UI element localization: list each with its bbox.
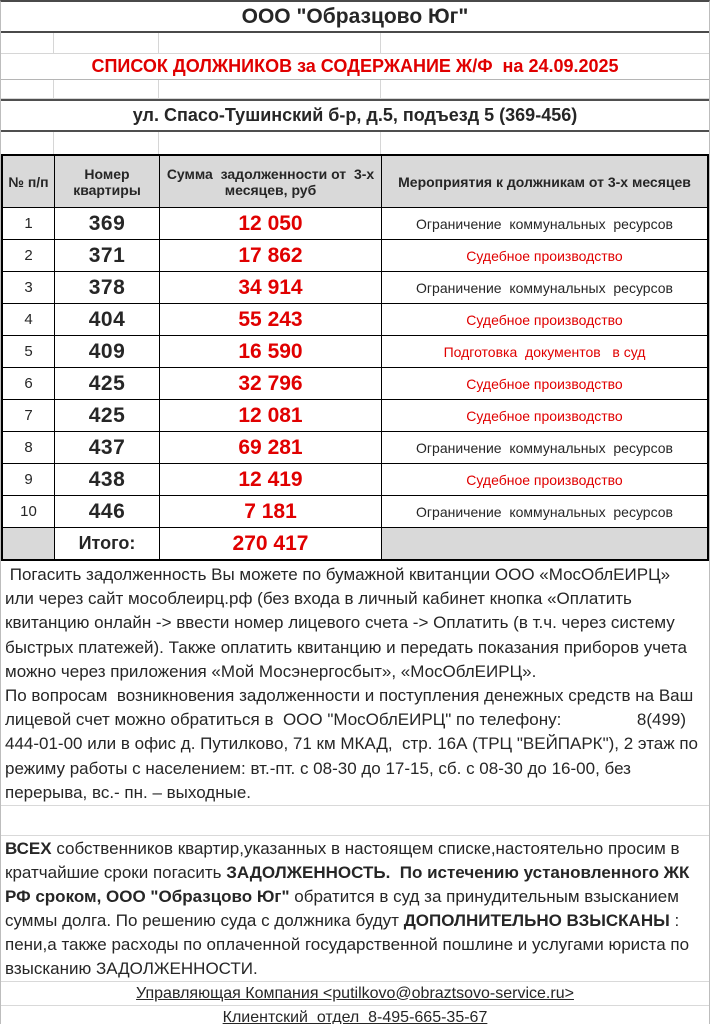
table-row bbox=[3, 304, 707, 336]
row-index-cell: 7 bbox=[3, 400, 55, 432]
grid-spacer-row bbox=[1, 132, 709, 154]
apartment-cell: 404 bbox=[55, 304, 160, 336]
amount-cell: 16 590 bbox=[160, 336, 382, 368]
action-cell: Судебное производство bbox=[382, 240, 707, 272]
table-row bbox=[3, 336, 707, 368]
building-address-text: ул. Спасо-Тушинский б-р, д.5, подъезд 5 (369-456) bbox=[132, 105, 578, 125]
total-empty-cell bbox=[382, 528, 707, 559]
total-amount-cell: 270 417 bbox=[160, 528, 382, 559]
table-row bbox=[3, 368, 707, 400]
row-index-cell: 2 bbox=[3, 240, 55, 272]
payment-info-block bbox=[1, 561, 709, 805]
management-company-line bbox=[1, 981, 709, 1005]
row-index-cell: 9 bbox=[3, 464, 55, 496]
row-index-cell: 8 bbox=[3, 432, 55, 464]
table-header-row bbox=[3, 156, 707, 208]
table-row bbox=[3, 240, 707, 272]
apartment-cell: 438 bbox=[55, 464, 160, 496]
total-label-cell: Итого: bbox=[55, 528, 160, 559]
amount-cell: 34 914 bbox=[160, 272, 382, 304]
table-total-row bbox=[3, 528, 707, 559]
apartment-cell: 437 bbox=[55, 432, 160, 464]
amount-cell: 55 243 bbox=[160, 304, 382, 336]
apartment-cell: 425 bbox=[55, 400, 160, 432]
amount-cell: 32 796 bbox=[160, 368, 382, 400]
table-row bbox=[3, 432, 707, 464]
row-index-cell: 3 bbox=[3, 272, 55, 304]
action-cell: Ограничение коммунальных ресурсов bbox=[382, 272, 707, 304]
action-cell: Ограничение коммунальных ресурсов bbox=[382, 432, 707, 464]
row-index-cell: 5 bbox=[3, 336, 55, 368]
action-cell: Ограничение коммунальных ресурсов bbox=[382, 496, 707, 528]
apartment-cell: 378 bbox=[55, 272, 160, 304]
action-cell: Подготовка документов в суд bbox=[382, 336, 707, 368]
row-index-cell: 1 bbox=[3, 208, 55, 240]
contact-info-paragraph: По вопросам возникновения задолженности и поступления денежных средств на Ваш лицевой счет можно обратиться в ООО "МосОблЕИРЦ" по телефону: 8(499) 444-01-00 или в офис д. Путилково, 71 км МКАД, стр. 16А (ТРЦ "ВЕЙПАРК"), 2 этаж по режиму работы с населением: вт.-пт. с 08-30 до 17-15, сб. с 08-30 до 16-00, без перерыва, вс.- пн. – выходные. bbox=[5, 686, 703, 802]
apartment-cell: 425 bbox=[55, 368, 160, 400]
amount-cell: 17 862 bbox=[160, 240, 382, 272]
table-row bbox=[3, 400, 707, 432]
header-cell-amount: Сумма задолженности от 3-х месяцев, руб bbox=[160, 156, 382, 208]
payment-instructions-paragraph: Погасить задолженность Вы можете по бумажной квитанции ООО «МосОблЕИРЦ» или через сайт мособлеирц.рф (без входа в личный кабинет кнопка «Оплатить квитанцию онлайн -> ввести номер лицевого счета -> Оплатить (в т.ч. через систему быстрых платежей). Также оплатить квитанцию и передать показания приборов учета можно через приложения «Мой Мосэнергосбыт», «МосОблЕИРЦ». bbox=[5, 565, 692, 681]
header-cell-actions: Мероприятия к должникам от 3-х месяцев bbox=[382, 156, 707, 208]
table-row bbox=[3, 272, 707, 304]
amount-cell: 12 419 bbox=[160, 464, 382, 496]
table-row bbox=[3, 464, 707, 496]
amount-cell: 12 081 bbox=[160, 400, 382, 432]
company-title bbox=[1, 2, 709, 33]
row-index-cell: 4 bbox=[3, 304, 55, 336]
action-cell: Судебное производство bbox=[382, 304, 707, 336]
list-title-text: СПИСОК ДОЛЖНИКОВ за СОДЕРЖАНИЕ Ж/Ф на 24.09.2025 bbox=[91, 56, 619, 76]
row-index-cell: 10 bbox=[3, 496, 55, 528]
warning-paragraph: ВСЕХ собственников квартир,указанных в настоящем списке,настоятельно просим в кратчайшие сроки погасить ЗАДОЛЖЕННОСТЬ. По истечению установленного ЖК РФ сроком, ООО "Образцово Юг" обратится в суд за принудительным взысканием суммы долга. По решению суда с должника будут ДОПОЛНИТЕЛЬНО ВЗЫСКАНЫ : пени,а также расходы по оплаченной государственной пошлине и услугами юриста по взысканию ЗАДОЛЖЕННОСТИ. bbox=[5, 839, 695, 978]
client-department-line bbox=[1, 1005, 709, 1024]
management-company-email: Управляющая Компания <putilkovo@obraztsovo-service.ru> bbox=[136, 984, 574, 1002]
client-department-phone: Клиентский отдел 8-495-665-35-67 bbox=[222, 1008, 488, 1024]
grid-spacer-row bbox=[1, 805, 709, 836]
company-title-text: ООО "Образцово Юг" bbox=[241, 4, 469, 28]
grid-spacer-row bbox=[1, 80, 709, 99]
table-row bbox=[3, 496, 707, 528]
header-cell-num: № п/п bbox=[3, 156, 55, 208]
total-empty-cell bbox=[3, 528, 55, 559]
row-index-cell: 6 bbox=[3, 368, 55, 400]
action-cell: Судебное производство bbox=[382, 464, 707, 496]
list-title bbox=[1, 54, 709, 80]
apartment-cell: 371 bbox=[55, 240, 160, 272]
action-cell: Судебное производство bbox=[382, 400, 707, 432]
debtors-table bbox=[1, 154, 709, 561]
amount-cell: 7 181 bbox=[160, 496, 382, 528]
grid-spacer-row bbox=[1, 33, 709, 54]
table-row bbox=[3, 208, 707, 240]
building-address bbox=[1, 99, 709, 132]
apartment-cell: 369 bbox=[55, 208, 160, 240]
action-cell: Судебное производство bbox=[382, 368, 707, 400]
apartment-cell: 446 bbox=[55, 496, 160, 528]
apartment-cell: 409 bbox=[55, 336, 160, 368]
amount-cell: 69 281 bbox=[160, 432, 382, 464]
amount-cell: 12 050 bbox=[160, 208, 382, 240]
header-cell-apartment: Номер квартиры bbox=[55, 156, 160, 208]
action-cell: Ограничение коммунальных ресурсов bbox=[382, 208, 707, 240]
